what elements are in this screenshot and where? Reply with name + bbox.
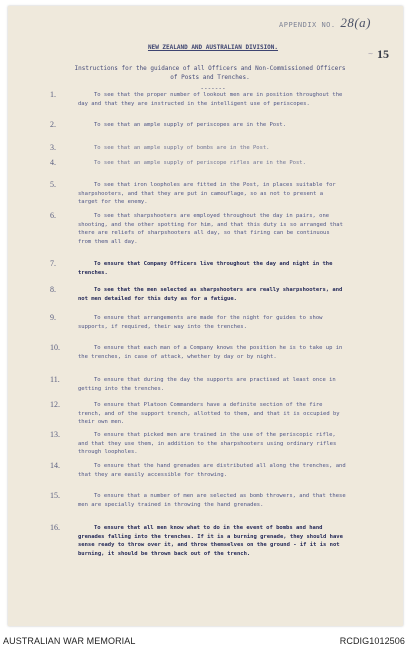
item-number: 14. xyxy=(50,461,60,470)
appendix-stamp xyxy=(279,15,371,31)
archive-footer xyxy=(0,630,409,654)
item-number: 1. xyxy=(50,90,56,99)
item-number: 16. xyxy=(50,523,60,532)
item-text: To see that iron loopholes are fitted in the Post, in places suitable for sharpshooters, and that they are put in camouflage, so as not to present a target for the enemy. xyxy=(78,182,336,206)
heading-rule: ------- xyxy=(200,85,226,92)
item-number: 3. xyxy=(50,143,56,152)
item-text: To ensure that Company Officers live throughout the day and night in the trenches. xyxy=(78,261,333,276)
item-number: 8. xyxy=(50,285,56,294)
item-text: To ensure that the hand grenades are distributed all along the trenches, and that they are easily accessible for throwing. xyxy=(78,463,346,478)
item-text: To ensure that all men know what to do in the event of bombs and hand grenades falling into the trenches. If it is a burning grenade, they should have sense ready to throw over it, and throw themselves on the ground - if it is not burning, it should be thrown back out of the trench. xyxy=(78,525,343,557)
page-number: 15 xyxy=(377,47,389,61)
item-number: 9. xyxy=(50,313,56,322)
division-title: NEW ZEALAND AND AUSTRALIAN DIVISION. xyxy=(147,44,279,51)
appendix-label: APPENDIX NO. xyxy=(279,21,336,29)
item-number: 2. xyxy=(50,120,56,129)
document-heading: Instructions for the guidance of all Officers and Non-Commissioned Officers of Posts and Trenches. xyxy=(74,65,346,81)
appendix-number: 28(a) xyxy=(340,15,371,30)
item-text: To ensure that each man of a Company knows the position he is to take up in the trenches, in case of attack, whether by day or by night. xyxy=(78,345,343,360)
record-id: RCDIG1012506 xyxy=(339,636,405,646)
item-text: To ensure that during the day the supports are practised at least once in getting into the trenches. xyxy=(78,377,336,392)
item-text: To see that the proper number of lookout men are in position throughout the day and that they are instructed in the intelligent use of periscopes. xyxy=(78,92,343,107)
archive-name: AUSTRALIAN WAR MEMORIAL xyxy=(3,636,136,646)
item-number: 12. xyxy=(50,400,60,409)
item-number: 4. xyxy=(50,158,56,167)
item-text: To see that an ample supply of periscopes are in the Post. xyxy=(94,122,287,128)
item-number: 6. xyxy=(50,211,56,220)
item-text: To ensure that arrangements are made for the night for guides to show supports, if required, their way into the trenches. xyxy=(78,315,323,330)
item-text: To see that an ample supply of bombs are in the Post. xyxy=(94,145,270,151)
item-text: To ensure that Platoon Commanders have a definite section of the fire trench, and of the support trench, allotted to them, and that it is occupied by their own men. xyxy=(78,402,340,426)
item-number: 13. xyxy=(50,430,60,439)
margin-mark: ~ xyxy=(368,49,373,58)
item-text: To ensure that picked men are trained in the use of the periscopic rifle, and that they use them, in addition to the sharpshooters using ordinary rifles through loopholes. xyxy=(78,432,337,456)
item-number: 11. xyxy=(50,375,60,384)
item-number: 5. xyxy=(50,180,56,189)
document-page xyxy=(8,6,403,626)
item-number: 15. xyxy=(50,491,60,500)
item-number: 7. xyxy=(50,259,56,268)
item-text: To see that the men selected as sharpshooters are really sharpshooters, and not men detailed for this duty as for a fatigue. xyxy=(78,287,343,302)
item-text: To ensure that a number of men are selected as bomb throwers, and that these men are specially trained in throwing the hand grenades. xyxy=(78,493,346,508)
item-number: 10. xyxy=(50,343,60,352)
item-text: To see that sharpshooters are employed throughout the day in pairs, one shooting, and the other spotting for him, and that this duty is so arranged that there are reliefs of sharpshooters all day, so that firing can be continuous from them all day. xyxy=(78,213,343,245)
item-text: To see that an ample supply of periscope rifles are in the Post. xyxy=(94,160,306,166)
